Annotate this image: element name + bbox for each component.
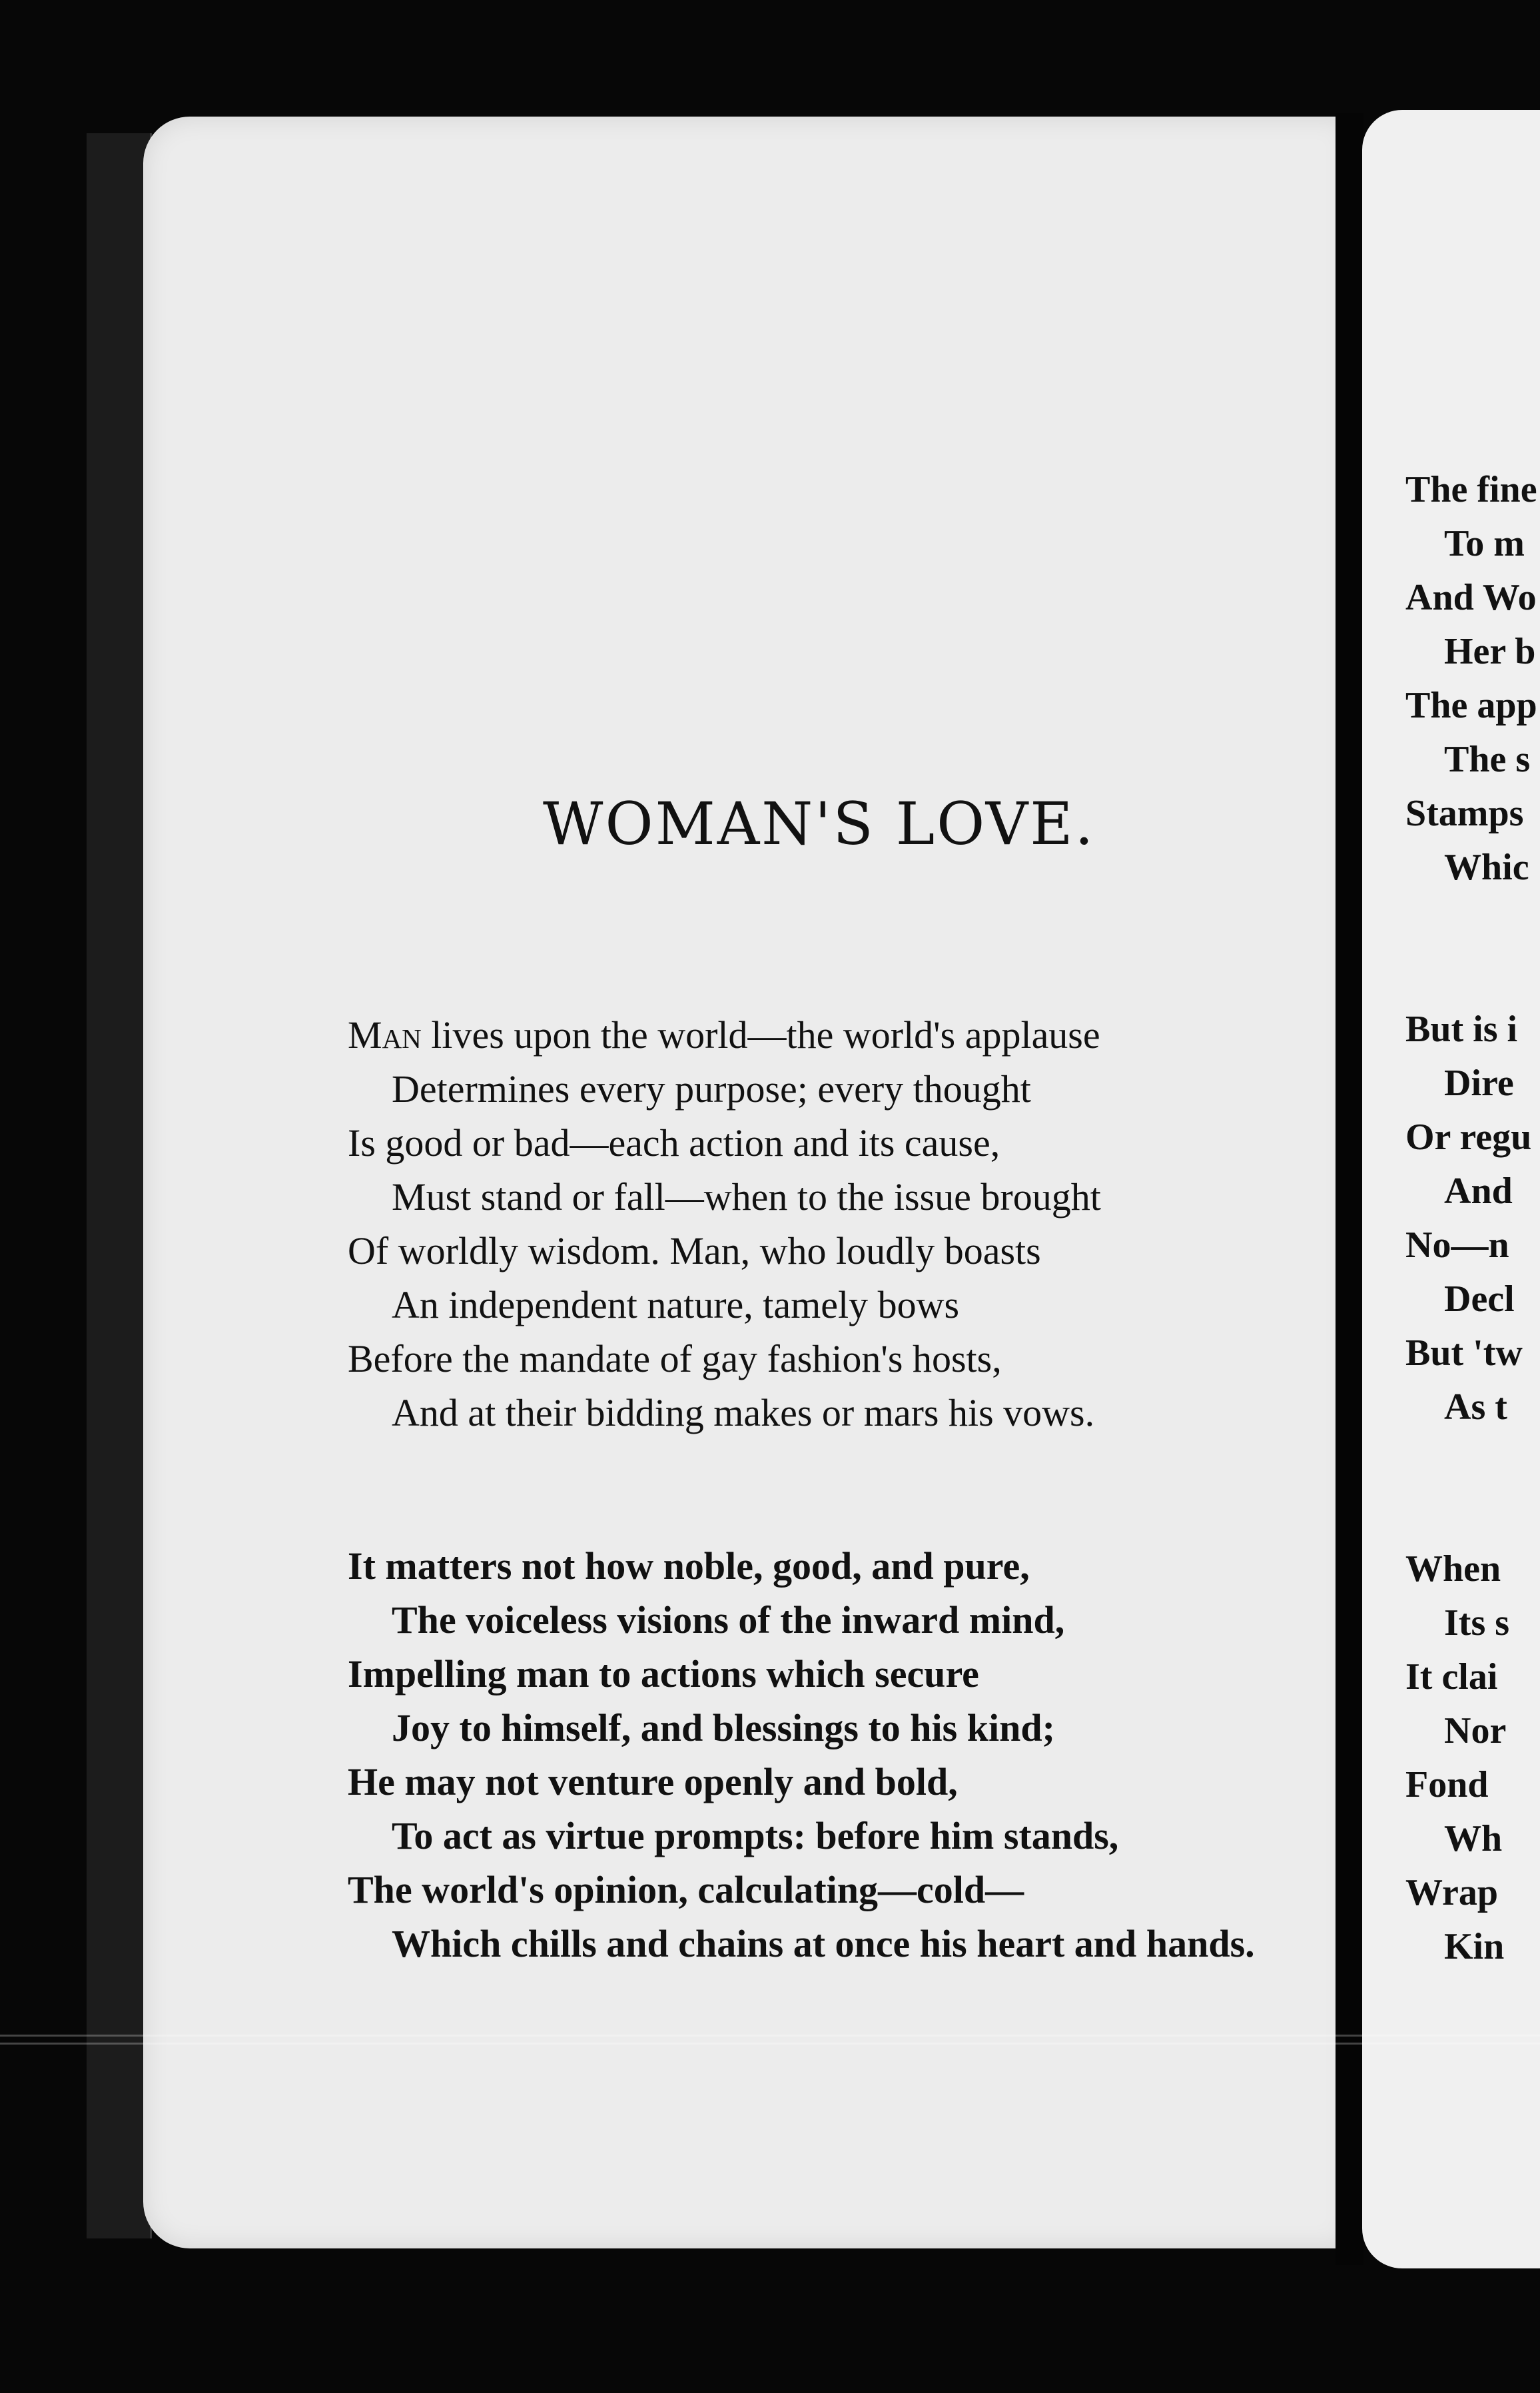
poem-line: It matters not how noble, good, and pure, xyxy=(348,1544,1030,1588)
poem-line: Of worldly wisdom. Man, who loudly boasts xyxy=(348,1229,1041,1272)
poem-line: He may not venture openly and bold, xyxy=(348,1760,958,1803)
poem-line: Determines every purpose; every thought xyxy=(392,1067,1031,1111)
fragment-line: But is i xyxy=(1405,1009,1518,1050)
fragment-line: When xyxy=(1405,1548,1501,1590)
fragment-line: Kin xyxy=(1444,1926,1505,1967)
poem-line: And at their bidding makes or mars his vows. xyxy=(392,1391,1095,1434)
fragment-line: The app xyxy=(1405,685,1537,726)
poem-title: WOMAN'S LOVE. xyxy=(543,789,1096,858)
poem-line: The world's opinion, calculating—cold— xyxy=(348,1868,1024,1911)
poem-line: Must stand or fall—when to the issue brought xyxy=(392,1175,1101,1218)
fragment-line: Nor xyxy=(1444,1710,1507,1751)
right-page-fragment xyxy=(1362,110,1540,2268)
fragment-line: Wh xyxy=(1444,1818,1503,1859)
poem-line xyxy=(348,1008,1101,1062)
fragment-line: And xyxy=(1444,1171,1513,1212)
poem-line-text: lives upon the world—the world's applause xyxy=(421,1013,1100,1057)
fragment-line: It clai xyxy=(1405,1656,1498,1697)
fragment-line: Its s xyxy=(1444,1602,1510,1644)
poem-line: Impelling man to actions which secure xyxy=(348,1652,979,1695)
fragment-line: As t xyxy=(1444,1386,1507,1428)
poem-line: Is good or bad—each action and its cause, xyxy=(348,1121,1000,1165)
poem-line: Joy to himself, and blessings to his kind; xyxy=(392,1706,1055,1749)
page-gutter xyxy=(1336,113,1363,2265)
fragment-line: Her b xyxy=(1444,631,1536,672)
fragment-line: And Wo xyxy=(1405,577,1537,618)
poem-line: An independent nature, tamely bows xyxy=(392,1283,960,1326)
fragment-line: Stamps xyxy=(1405,793,1524,834)
poem-line: To act as virtue prompts: before him stands, xyxy=(392,1814,1119,1857)
stanza-1 xyxy=(348,1008,1101,1440)
scan-artifact-line xyxy=(0,2035,1540,2037)
fragment-line: But 'tw xyxy=(1405,1332,1523,1374)
book-edge xyxy=(87,133,152,2238)
fragment-line: The s xyxy=(1444,739,1531,780)
fragment-line: The fine xyxy=(1405,469,1537,510)
poem-line: Before the mandate of gay fashion's hosts, xyxy=(348,1337,1002,1380)
fragment-line: To m xyxy=(1444,523,1525,564)
fragment-line: Fond xyxy=(1405,1764,1489,1805)
poem-line: Which chills and chains at once his heart and hands. xyxy=(392,1922,1255,1965)
scan-artifact-line xyxy=(0,2043,1540,2045)
fragment-line: Or regu xyxy=(1405,1117,1532,1158)
fragment-line: Dire xyxy=(1444,1063,1514,1104)
small-caps-word: Man xyxy=(348,1013,422,1057)
stanza-2 xyxy=(348,1539,1255,1971)
poem-line: The voiceless visions of the inward mind, xyxy=(392,1598,1065,1642)
fragment-line: Decl xyxy=(1444,1278,1515,1320)
fragment-line: Whic xyxy=(1444,847,1529,888)
fragment-line: No—n xyxy=(1405,1224,1509,1266)
fragment-line: Wrap xyxy=(1405,1872,1498,1913)
right-page-text xyxy=(1405,463,1537,1974)
